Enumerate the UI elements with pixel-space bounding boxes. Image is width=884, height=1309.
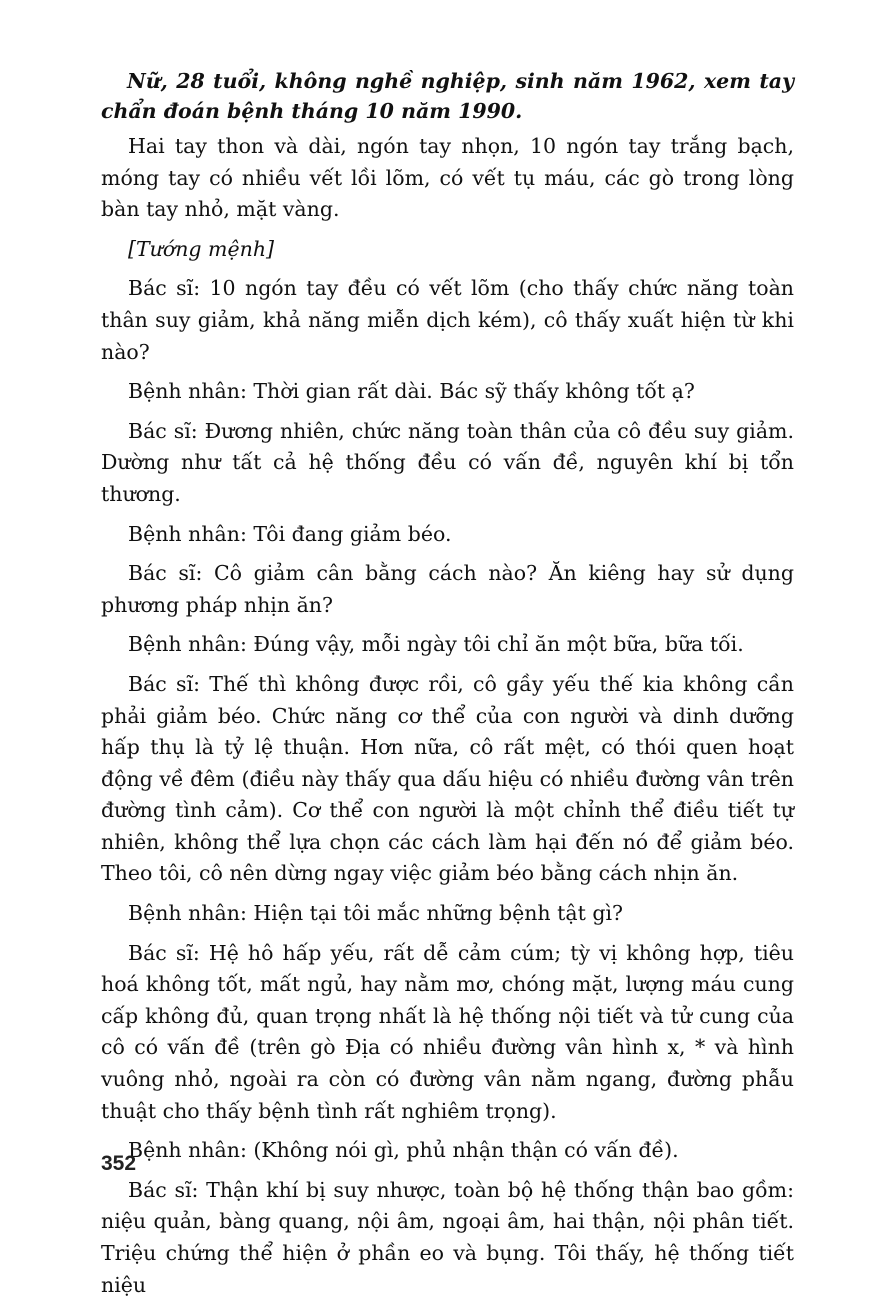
dialogue-paragraph: Bệnh nhân: Tôi đang giảm béo. <box>128 521 452 546</box>
dialogue-paragraph: Bệnh nhân: (Không nói gì, phủ nhận thận có vấn đề). <box>128 1138 679 1163</box>
paragraph-hand-description: Hai tay thon và dài, ngón tay nhọn, 10 ngón tay trắng bạch, móng tay có nhiều vết lồi lõm, có vết tụ máu, các gò trong lòng bàn tay nhỏ, mặt vàng. <box>101 134 794 222</box>
dialogue-paragraph: Bác sĩ: Hệ hô hấp yếu, rất dễ cảm cúm; tỳ vị không hợp, tiêu hoá không tốt, mất ngủ, hay nằm mơ, chóng mặt, lượng máu cung cấp không đủ, quan trọng nhất là hệ thống nội tiết và tử cung của cô có vấn đề (trên gò Địa có nhiều đường vân hình x, * và hình vuông nhỏ, ngoài ra còn có đường vân nằm ngang, đường phẫu thuật cho thấy bệnh tình rất nghiêm trọng). <box>101 940 794 1123</box>
dialogue-paragraph: Bác sĩ: Đương nhiên, chức năng toàn thân của cô đều suy giảm. Dường như tất cả hệ thống đều có vấn đề, nguyên khí bị tổn thương. <box>101 418 794 506</box>
dialogue-paragraph: Bệnh nhân: Đúng vậy, mỗi ngày tôi chỉ ăn một bữa, bữa tối. <box>128 632 744 657</box>
dialogue-paragraph: Bác sĩ: Thế thì không được rồi, cô gầy yếu thế kia không cần phải giảm béo. Chức năng cơ thể của con người và dinh dưỡng hấp thụ là tỷ lệ thuận. Hơn nữa, cô rất mệt, có thói quen hoạt động về đêm (điều này thấy qua dấu hiệu có nhiều đường vân trên đường tình cảm). Cơ thể con người là một chỉnh thể điều tiết tự nhiên, không thể lựa chọn các cách làm hại đến nó để giảm béo. Theo tôi, cô nên dừng ngay việc giảm béo bằng cách nhịn ăn. <box>101 671 794 886</box>
dialogue-paragraph: Bệnh nhân: Hiện tại tôi mắc những bệnh tật gì? <box>128 901 624 926</box>
page-content <box>101 66 794 1309</box>
section-label: [Tướng mệnh] <box>128 236 275 261</box>
dialogue-paragraph: Bác sĩ: 10 ngón tay đều có vết lõm (cho thấy chức năng toàn thân suy giảm, khả năng miễn dịch kém), cô thấy xuất hiện từ khi nào? <box>101 276 794 364</box>
page-number: 352 <box>101 1152 137 1175</box>
dialogue-paragraph: Bác sĩ: Cô giảm cân bằng cách nào? Ăn kiêng hay sử dụng phương pháp nhịn ăn? <box>101 561 794 617</box>
dialogue-paragraph: Bệnh nhân: Thời gian rất dài. Bác sỹ thấy không tốt ạ? <box>128 379 695 404</box>
case-heading: Nữ, 28 tuổi, không nghề nghiệp, sinh năm 1962, xem tay chẩn đoán bệnh tháng 10 năm 1990. <box>101 69 794 123</box>
dialogue-paragraph: Bác sĩ: Thận khí bị suy nhược, toàn bộ hệ thống thận bao gồm: niệu quản, bàng quang, nội âm, ngoại âm, hai thận, nội phân tiết. Triệu chứng thể hiện ở phần eo và bụng. Tôi thấy, hệ thống tiết niệu <box>101 1177 794 1297</box>
